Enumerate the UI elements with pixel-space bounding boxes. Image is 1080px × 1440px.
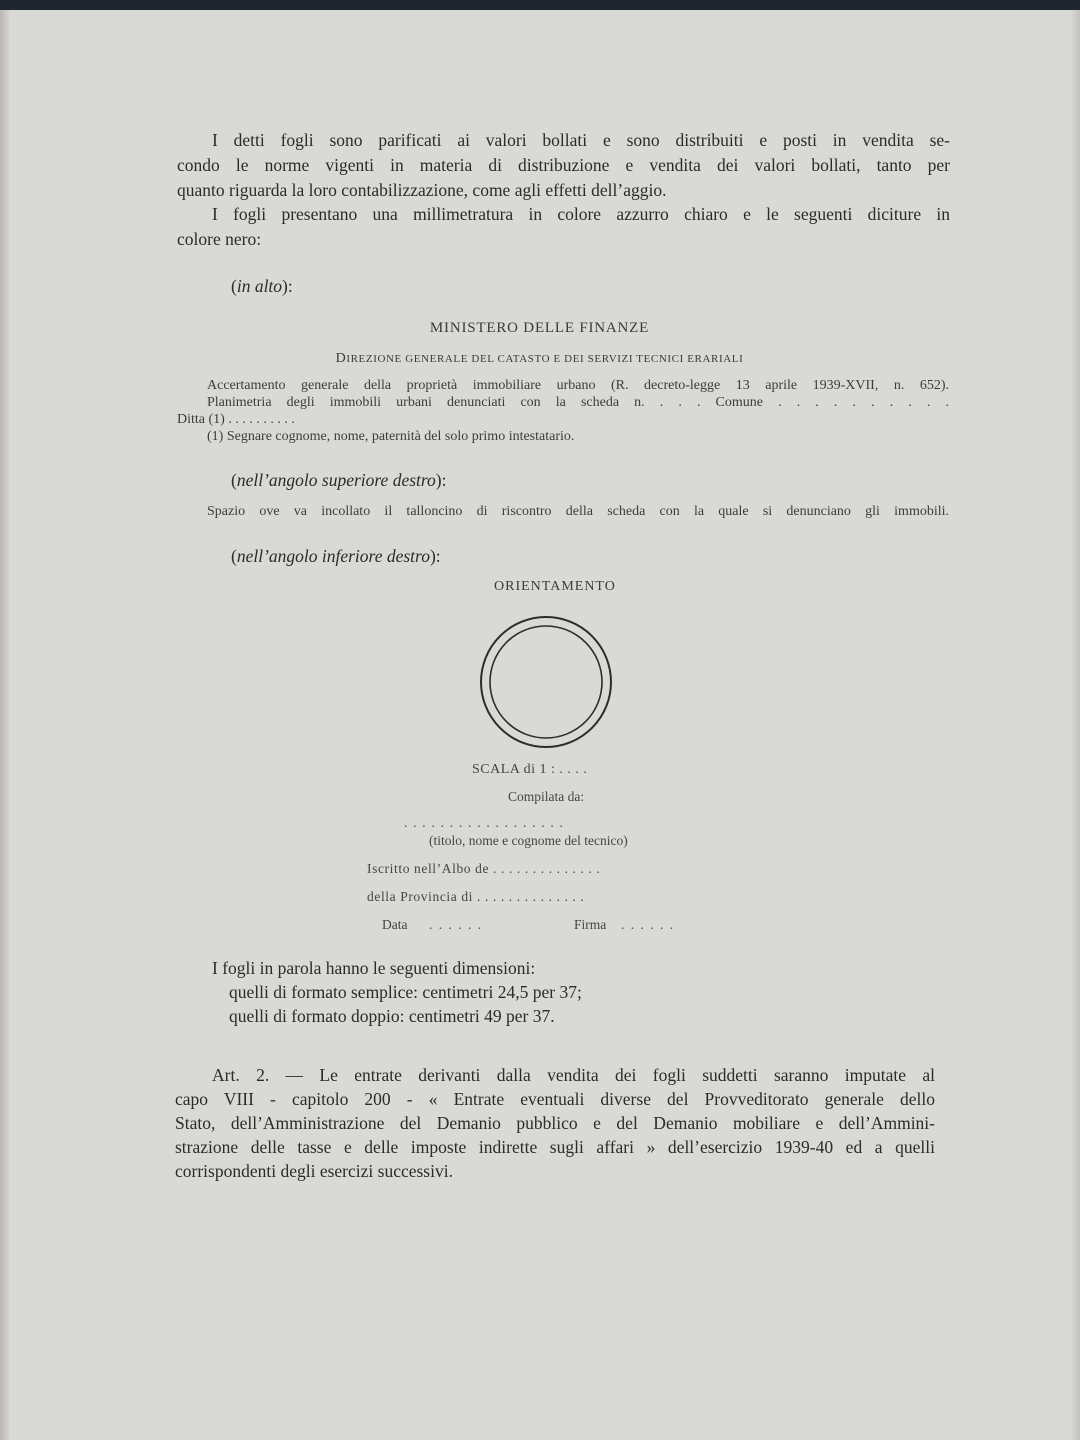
heading-open: ( xyxy=(231,276,237,296)
planimetria-line: Planimetria degli immobili urbani denunciati con la scheda n. . . . Comune . . . . . . . . . . xyxy=(207,395,949,410)
technician-caption: (titolo, nome e cognome del tecnico) xyxy=(429,833,628,848)
heading-close: ): xyxy=(435,470,447,490)
province-line: della Provincia di . . . . . . . . . . . . . . xyxy=(367,889,585,904)
heading-open: ( xyxy=(231,546,237,566)
ditta-line: Ditta (1) . . . . . . . . . . xyxy=(177,412,295,427)
paragraph1-line-2: condo le norme vigenti in materia di distribuzione e vendita dei valori bollati, tanto per xyxy=(177,155,950,175)
footnote-line: (1) Segnare cognome, nome, paternità del solo primo intestatario. xyxy=(207,429,575,444)
article2-line-4: strazione delle tasse e delle imposte indirette sugli affari » dell’esercizio 1939-40 ed a quelli xyxy=(175,1137,935,1157)
direction-initial: D xyxy=(335,351,347,366)
orientation-circle xyxy=(479,615,613,749)
paragraph2-line-1: I fogli presentano una millimetratura in colore azzurro chiaro e le seguenti diciture in xyxy=(212,204,950,224)
document-page xyxy=(9,10,1070,1440)
heading-in-alto xyxy=(231,274,293,299)
date-dots: . . . . . . xyxy=(429,917,483,932)
dimensions-double: quelli di formato doppio: centimetri 49 per 37. xyxy=(229,1006,555,1026)
heading-lower-right xyxy=(231,544,441,569)
albo-line: Iscritto nell’Albo de . . . . . . . . . . . . . . xyxy=(367,861,601,876)
heading-close: ): xyxy=(429,546,441,566)
signature-dots: . . . . . . xyxy=(621,917,675,932)
compass-circle-icon xyxy=(479,615,613,749)
article2-line-1: Art. 2. — Le entrate derivanti dalla vendita dei fogli suddetti saranno imputate al xyxy=(212,1065,935,1085)
heading-upper-right xyxy=(231,468,447,493)
heading-italic: in alto xyxy=(236,276,283,296)
heading-italic: nell’angolo inferiore destro xyxy=(236,546,430,566)
orientation-label: ORIENTAMENTO xyxy=(494,579,616,594)
heading-italic: nell’angolo superiore destro xyxy=(236,470,436,490)
scale-line: SCALA di 1 : . . . . xyxy=(472,762,588,777)
dimensions-simple: quelli di formato semplice: centimetri 24,5 per 37; xyxy=(229,982,582,1002)
paragraph2-line-2: colore nero: xyxy=(177,229,262,249)
article2-line-2: capo VIII - capitolo 200 - « Entrate eventuali diverse del Provveditorato generale dello xyxy=(175,1089,935,1109)
article2-line-3: Stato, dell’Amministrazione del Demanio pubblico e del Demanio mobiliare e dell’Ammini- xyxy=(175,1113,935,1133)
talloncino-line: Spazio ove va incollato il talloncino di riscontro della scheda con la quale si denunciano gli immobili. xyxy=(207,504,949,519)
ministry-title: MINISTERO DELLE FINANZE xyxy=(429,320,650,336)
signature-label: Firma xyxy=(574,917,607,932)
heading-close: ): xyxy=(282,276,293,296)
scan-left-edge xyxy=(0,10,9,1440)
technician-dots: . . . . . . . . . . . . . . . . . . xyxy=(404,815,565,830)
compiled-by-label: Compilata da: xyxy=(508,789,585,804)
scan-right-edge xyxy=(1070,10,1080,1440)
article2-line-5: corrispondenti degli esercizi successivi. xyxy=(175,1161,453,1181)
heading-open: ( xyxy=(231,470,237,490)
direction-title xyxy=(9,351,1070,367)
accertamento-line: Accertamento generale della proprietà immobiliare urbano (R. decreto-legge 13 aprile 1939-XVII, n. 652). xyxy=(207,378,949,393)
date-label: Data xyxy=(382,917,408,932)
direction-rest: IREZIONE GENERALE DEL CATASTO E DEI SERVIZI TECNICI ERARIALI xyxy=(346,353,744,365)
scan-top-border xyxy=(0,0,1080,10)
dimensions-intro: I fogli in parola hanno le seguenti dimensioni: xyxy=(212,958,536,978)
paragraph1-line-1: I detti fogli sono parificati ai valori bollati e sono distribuiti e posti in vendita se- xyxy=(212,130,950,150)
paragraph1-line-3: quanto riguarda la loro contabilizzazione, come agli effetti dell’aggio. xyxy=(177,180,667,200)
